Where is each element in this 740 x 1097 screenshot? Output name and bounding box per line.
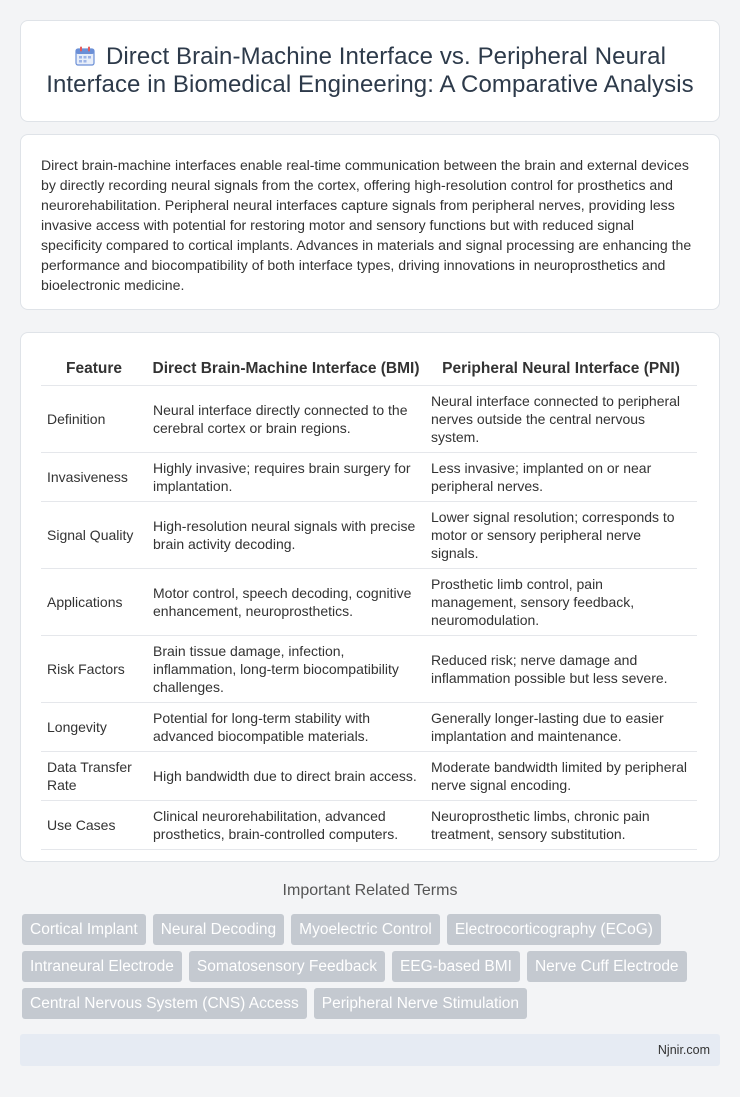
- row-pni: Less invasive; implanted on or near peripheral nerves.: [425, 452, 697, 501]
- term-tag[interactable]: Central Nervous System (CNS) Access: [22, 988, 307, 1019]
- term-tag[interactable]: EEG-based BMI: [392, 951, 520, 982]
- term-tag[interactable]: Cortical Implant: [22, 914, 146, 945]
- row-bmi: Neural interface directly connected to the cerebral cortex or brain regions.: [147, 385, 425, 452]
- row-feature: Longevity: [41, 702, 147, 751]
- table-row: [41, 452, 697, 501]
- page-title-text: Direct Brain-Machine Interface vs. Peripheral Neural Interface in Biomedical Engineering: A Comparative Analysis: [46, 43, 694, 98]
- title-card: [20, 20, 720, 122]
- row-bmi: Brain tissue damage, infection, inflammation, long-term biocompatibility challenges.: [147, 635, 425, 702]
- header-pni: Peripheral Neural Interface (PNI): [425, 353, 697, 385]
- table-row: [41, 800, 697, 849]
- row-feature: Signal Quality: [41, 501, 147, 568]
- term-tag[interactable]: Somatosensory Feedback: [189, 951, 385, 982]
- row-feature: Risk Factors: [41, 635, 147, 702]
- intro-paragraph: Direct brain-machine interfaces enable real-time communication between the brain and external devices by directly recording neural signals from the cortex, offering high-resolution control for prosthetics and neurorehabilitation. Peripheral neural interfaces capture signals from peripheral nerves, providing less invasive access with potential for restoring motor and sensory functions but with reduced signal specificity compared to cortical implants. Advances in materials and signal processing are enhancing the performance and biocompatibility of both interface types, driving innovations in neuroprosthetics and bioelectronic medicine.: [41, 157, 692, 293]
- row-pni: Lower signal resolution; corresponds to motor or sensory peripheral nerve signals.: [425, 501, 697, 568]
- row-feature: Definition: [41, 385, 147, 452]
- row-pni: Neural interface connected to peripheral nerves outside the central nervous system.: [425, 385, 697, 452]
- row-bmi: High bandwidth due to direct brain access.: [147, 751, 425, 800]
- term-tag[interactable]: Nerve Cuff Electrode: [527, 951, 687, 982]
- intro-card: [20, 134, 720, 310]
- row-feature: Applications: [41, 568, 147, 635]
- row-bmi: Potential for long-term stability with advanced biocompatible materials.: [147, 702, 425, 751]
- row-pni: Generally longer-lasting due to easier implantation and maintenance.: [425, 702, 697, 751]
- term-tag[interactable]: Peripheral Nerve Stimulation: [314, 988, 527, 1019]
- table-row: [41, 501, 697, 568]
- page-title: [45, 43, 695, 99]
- related-terms-heading: Important Related Terms: [282, 882, 458, 899]
- header-bmi: Direct Brain-Machine Interface (BMI): [147, 353, 425, 385]
- row-pni: Reduced risk; nerve damage and inflammation possible but less severe.: [425, 635, 697, 702]
- row-bmi: Highly invasive; requires brain surgery for implantation.: [147, 452, 425, 501]
- calendar-icon: [74, 45, 96, 67]
- table-row: [41, 702, 697, 751]
- table-row: [41, 568, 697, 635]
- term-tag[interactable]: Myoelectric Control: [291, 914, 440, 945]
- row-pni: Moderate bandwidth limited by peripheral nerve signal encoding.: [425, 751, 697, 800]
- row-feature: Use Cases: [41, 800, 147, 849]
- row-bmi: Motor control, speech decoding, cognitive enhancement, neuroprosthetics.: [147, 568, 425, 635]
- related-terms-list: [22, 914, 722, 1025]
- term-tag[interactable]: Electrocorticography (ECoG): [447, 914, 661, 945]
- comparison-table: [41, 353, 697, 850]
- term-tag[interactable]: Intraneural Electrode: [22, 951, 182, 982]
- table-row: [41, 635, 697, 702]
- footer-site[interactable]: Njnir.com: [657, 1043, 710, 1057]
- row-bmi: Clinical neurorehabilitation, advanced prosthetics, brain-controlled computers.: [147, 800, 425, 849]
- table-header-row: [41, 353, 697, 385]
- comparison-card: [20, 332, 720, 862]
- row-bmi: High-resolution neural signals with precise brain activity decoding.: [147, 501, 425, 568]
- footer: [20, 1034, 720, 1066]
- row-feature: Data Transfer Rate: [41, 751, 147, 800]
- table-row: [41, 385, 697, 452]
- row-pni: Prosthetic limb control, pain management, sensory feedback, neuromodulation.: [425, 568, 697, 635]
- row-feature: Invasiveness: [41, 452, 147, 501]
- header-feature: Feature: [41, 353, 147, 385]
- table-row: [41, 751, 697, 800]
- term-tag[interactable]: Neural Decoding: [153, 914, 284, 945]
- row-pni: Neuroprosthetic limbs, chronic pain treatment, sensory substitution.: [425, 800, 697, 849]
